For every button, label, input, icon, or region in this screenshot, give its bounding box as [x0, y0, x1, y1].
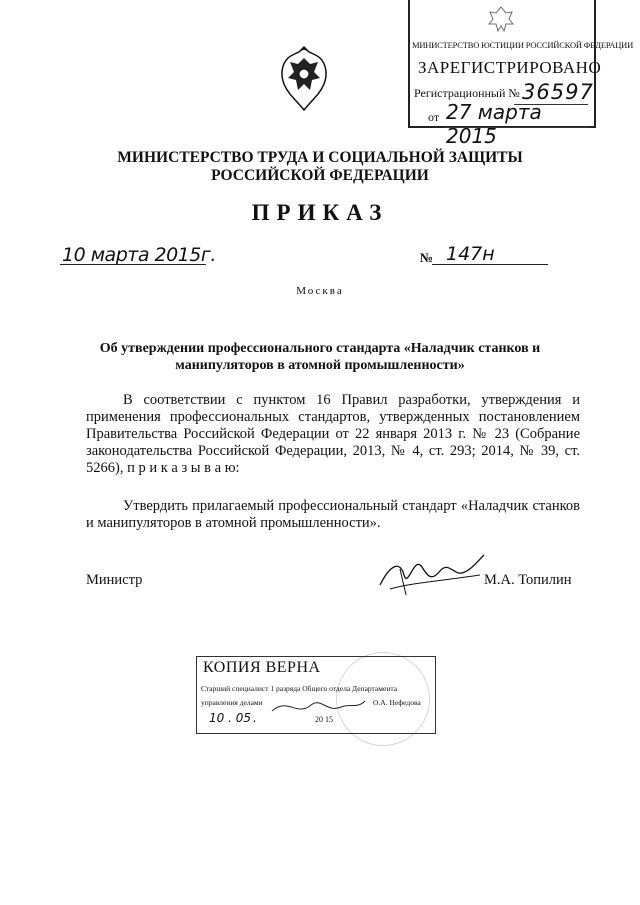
date-underline — [60, 264, 206, 265]
signer-title: Министр — [86, 572, 143, 588]
stamp-date-prefix: от — [428, 110, 440, 124]
number-underline — [432, 264, 548, 265]
stamp-date: 27 марта 2015 — [446, 100, 542, 148]
copy-stamp-department: управления делами — [201, 698, 263, 707]
copy-stamp-date: 10 . 05 — [209, 711, 251, 725]
stamp-title: ЗАРЕГИСТРИРОВАНО — [418, 58, 602, 77]
copy-stamp-title: КОПИЯ ВЕРНА — [203, 659, 321, 676]
body-paragraph — [86, 498, 580, 532]
stamp-number: 36597 — [522, 80, 594, 104]
coat-of-arms-emblem — [276, 44, 332, 120]
order-subject: Об утверждении профессионального стандарта «Наладчик станков и манипуляторов в атомной промышленности» — [99, 341, 541, 373]
ministry-name: МИНИСТЕРСТВО ТРУДА И СОЦИАЛЬНОЙ ЗАЩИТЫ РОССИЙСКОЙ ФЕДЕРАЦИИ — [117, 149, 523, 184]
copy-stamp-year: 20 15 — [315, 715, 333, 724]
paragraph-text: Утвердить прилагаемый профессиональный стандарт «Наладчик станков и манипуляторов в атомной промышленности». — [86, 498, 580, 531]
copy-stamp-name: О.А. Нефедова — [373, 698, 421, 707]
stamp-date-line — [444, 127, 590, 128]
number-label: № — [420, 250, 434, 265]
copy-stamp-position: Старший специалист 1 разряда Общего отдела Департамента — [201, 684, 398, 693]
body-paragraph — [86, 392, 580, 477]
stamp-number-label: Регистрационный № — [414, 86, 520, 100]
paragraph-text: В соответствии с пунктом 16 Правил разработки, утверждения и применения профессиональных стандартов, утвержденных постановлением Правительства Российской Федерации от 22 января 2013 г. № 23 (Собрание законодательства Российской Федерации, 2013, № 4, ст. 293; 2014, № 39, ст. 5266), п р и к а з ы в а ю: — [86, 392, 580, 476]
city: Москва — [296, 285, 344, 297]
stamp-ministry: МИНИСТЕРСТВО ЮСТИЦИИ РОССИЙСКОЙ ФЕДЕРАЦИИ — [412, 40, 634, 50]
handwritten-signature — [370, 545, 490, 605]
registration-stamp — [408, 0, 634, 148]
document-type: ПРИКАЗ — [251, 200, 389, 225]
order-date: 10 марта 2015г. — [62, 244, 216, 266]
signer-name: М.А. Топилин — [484, 572, 572, 588]
copy-stamp-date-separator: . — [253, 711, 257, 725]
order-number: 147н — [446, 243, 495, 265]
eagle-icon — [486, 4, 516, 34]
certified-copy-stamp — [196, 656, 436, 734]
